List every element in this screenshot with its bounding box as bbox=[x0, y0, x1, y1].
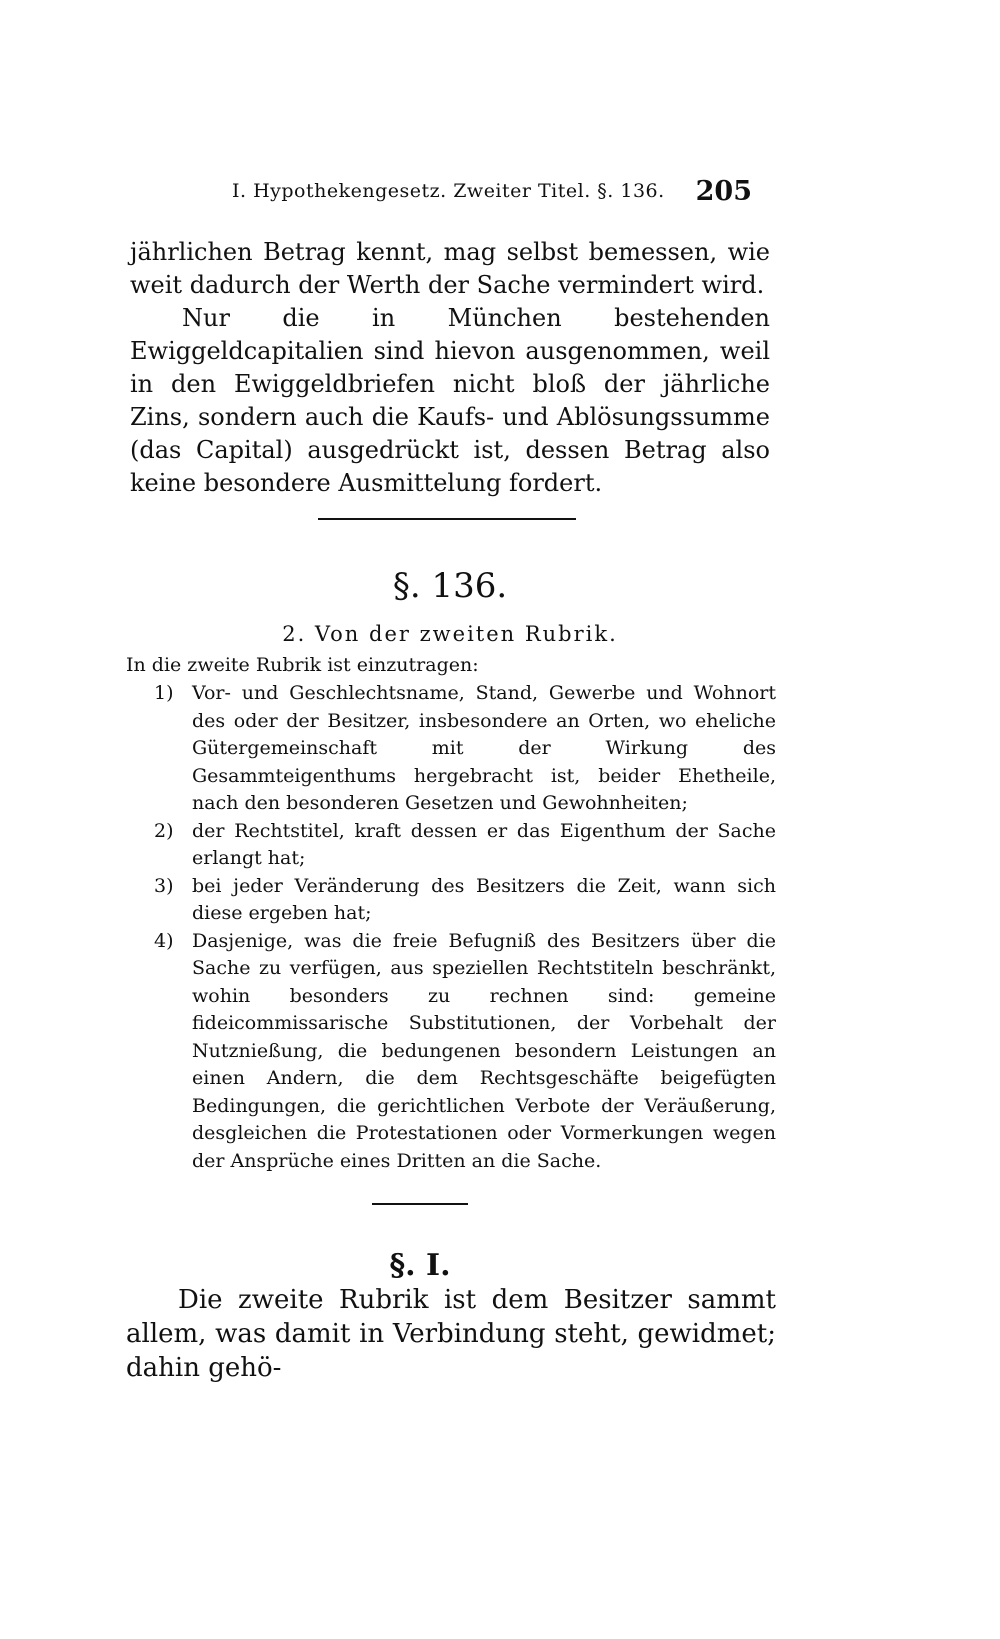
section-heading: §. 136. bbox=[392, 566, 508, 606]
list-item bbox=[154, 680, 776, 818]
item-text: bei jeder Veränderung des Besitzers die Zeit, wann sich diese ergeben hat; bbox=[192, 874, 776, 924]
subsection-paragraph: Die zweite Rubrik ist dem Besitzer sammt allem, was damit in Verbindung steht, gewidmet; dahin gehö- bbox=[126, 1285, 776, 1383]
item-number: 3) bbox=[154, 874, 174, 897]
item-number: 4) bbox=[154, 929, 174, 952]
item-number: 2) bbox=[154, 819, 174, 842]
list-item bbox=[154, 873, 776, 928]
intro-paragraph-2: Nur die in München bestehenden Ewiggeldcapitalien sind hievon ausgenommen, weil in den Ewiggeldbriefen nicht bloß der jährliche Zins, sondern auch die Kaufs- und Ablösungssumme (das Capital) ausgedrückt ist, dessen Betrag also keine besondere Ausmittelung fordert. bbox=[130, 304, 770, 497]
item-text: Vor- und Geschlechtsname, Stand, Gewerbe und Wohnort des oder der Besitzer, insbesondere an Orten, wo eheliche Gütergemeinschaft mit der Wirkung des Gesammteigenthums hergebracht ist, beider Ehetheile, nach den besonderen Gesetzen und Gewohnheiten; bbox=[192, 682, 776, 814]
section-subheading: 2. Von der zweiten Rubrik. bbox=[282, 622, 618, 646]
subsection-heading: §. I. bbox=[389, 1248, 451, 1283]
list-item bbox=[154, 928, 776, 1176]
subsection-divider bbox=[372, 1203, 468, 1205]
section-lead: In die zweite Rubrik ist einzutragen: bbox=[126, 654, 479, 676]
list-item bbox=[154, 818, 776, 873]
subsection-text bbox=[126, 1283, 776, 1385]
item-text: der Rechtstitel, kraft dessen er das Eigenthum der Sache erlangt hat; bbox=[192, 819, 776, 869]
running-head: I. Hypothekengesetz. Zweiter Titel. §. 136. bbox=[232, 180, 665, 202]
intro-text bbox=[130, 236, 770, 500]
item-list bbox=[154, 680, 776, 1175]
page-header bbox=[232, 176, 752, 216]
item-number: 1) bbox=[154, 682, 174, 704]
section-divider bbox=[318, 518, 576, 520]
page-number: 205 bbox=[695, 176, 752, 207]
intro-paragraph-1: jährlichen Betrag kennt, mag selbst bemessen, wie weit dadurch der Werth der Sache vermindert wird. bbox=[130, 238, 770, 299]
item-text: Dasjenige, was die freie Befugniß des Besitzers über die Sache zu verfügen, aus speziellen Rechtstiteln beschränkt, wohin besonders zu rechnen sind: gemeine fideicommissarische Substitutionen, der Vorbehalt der Nutznießung, die bedungenen besondern Leistungen an einen Andern, die dem Rechtsgeschäfte beigefügten Bedingungen, die gerichtlichen Verbote der Veräußerung, desgleichen die Protestationen oder Vormerkungen wegen der Ansprüche eines Dritten an die Sache. bbox=[192, 929, 776, 1172]
